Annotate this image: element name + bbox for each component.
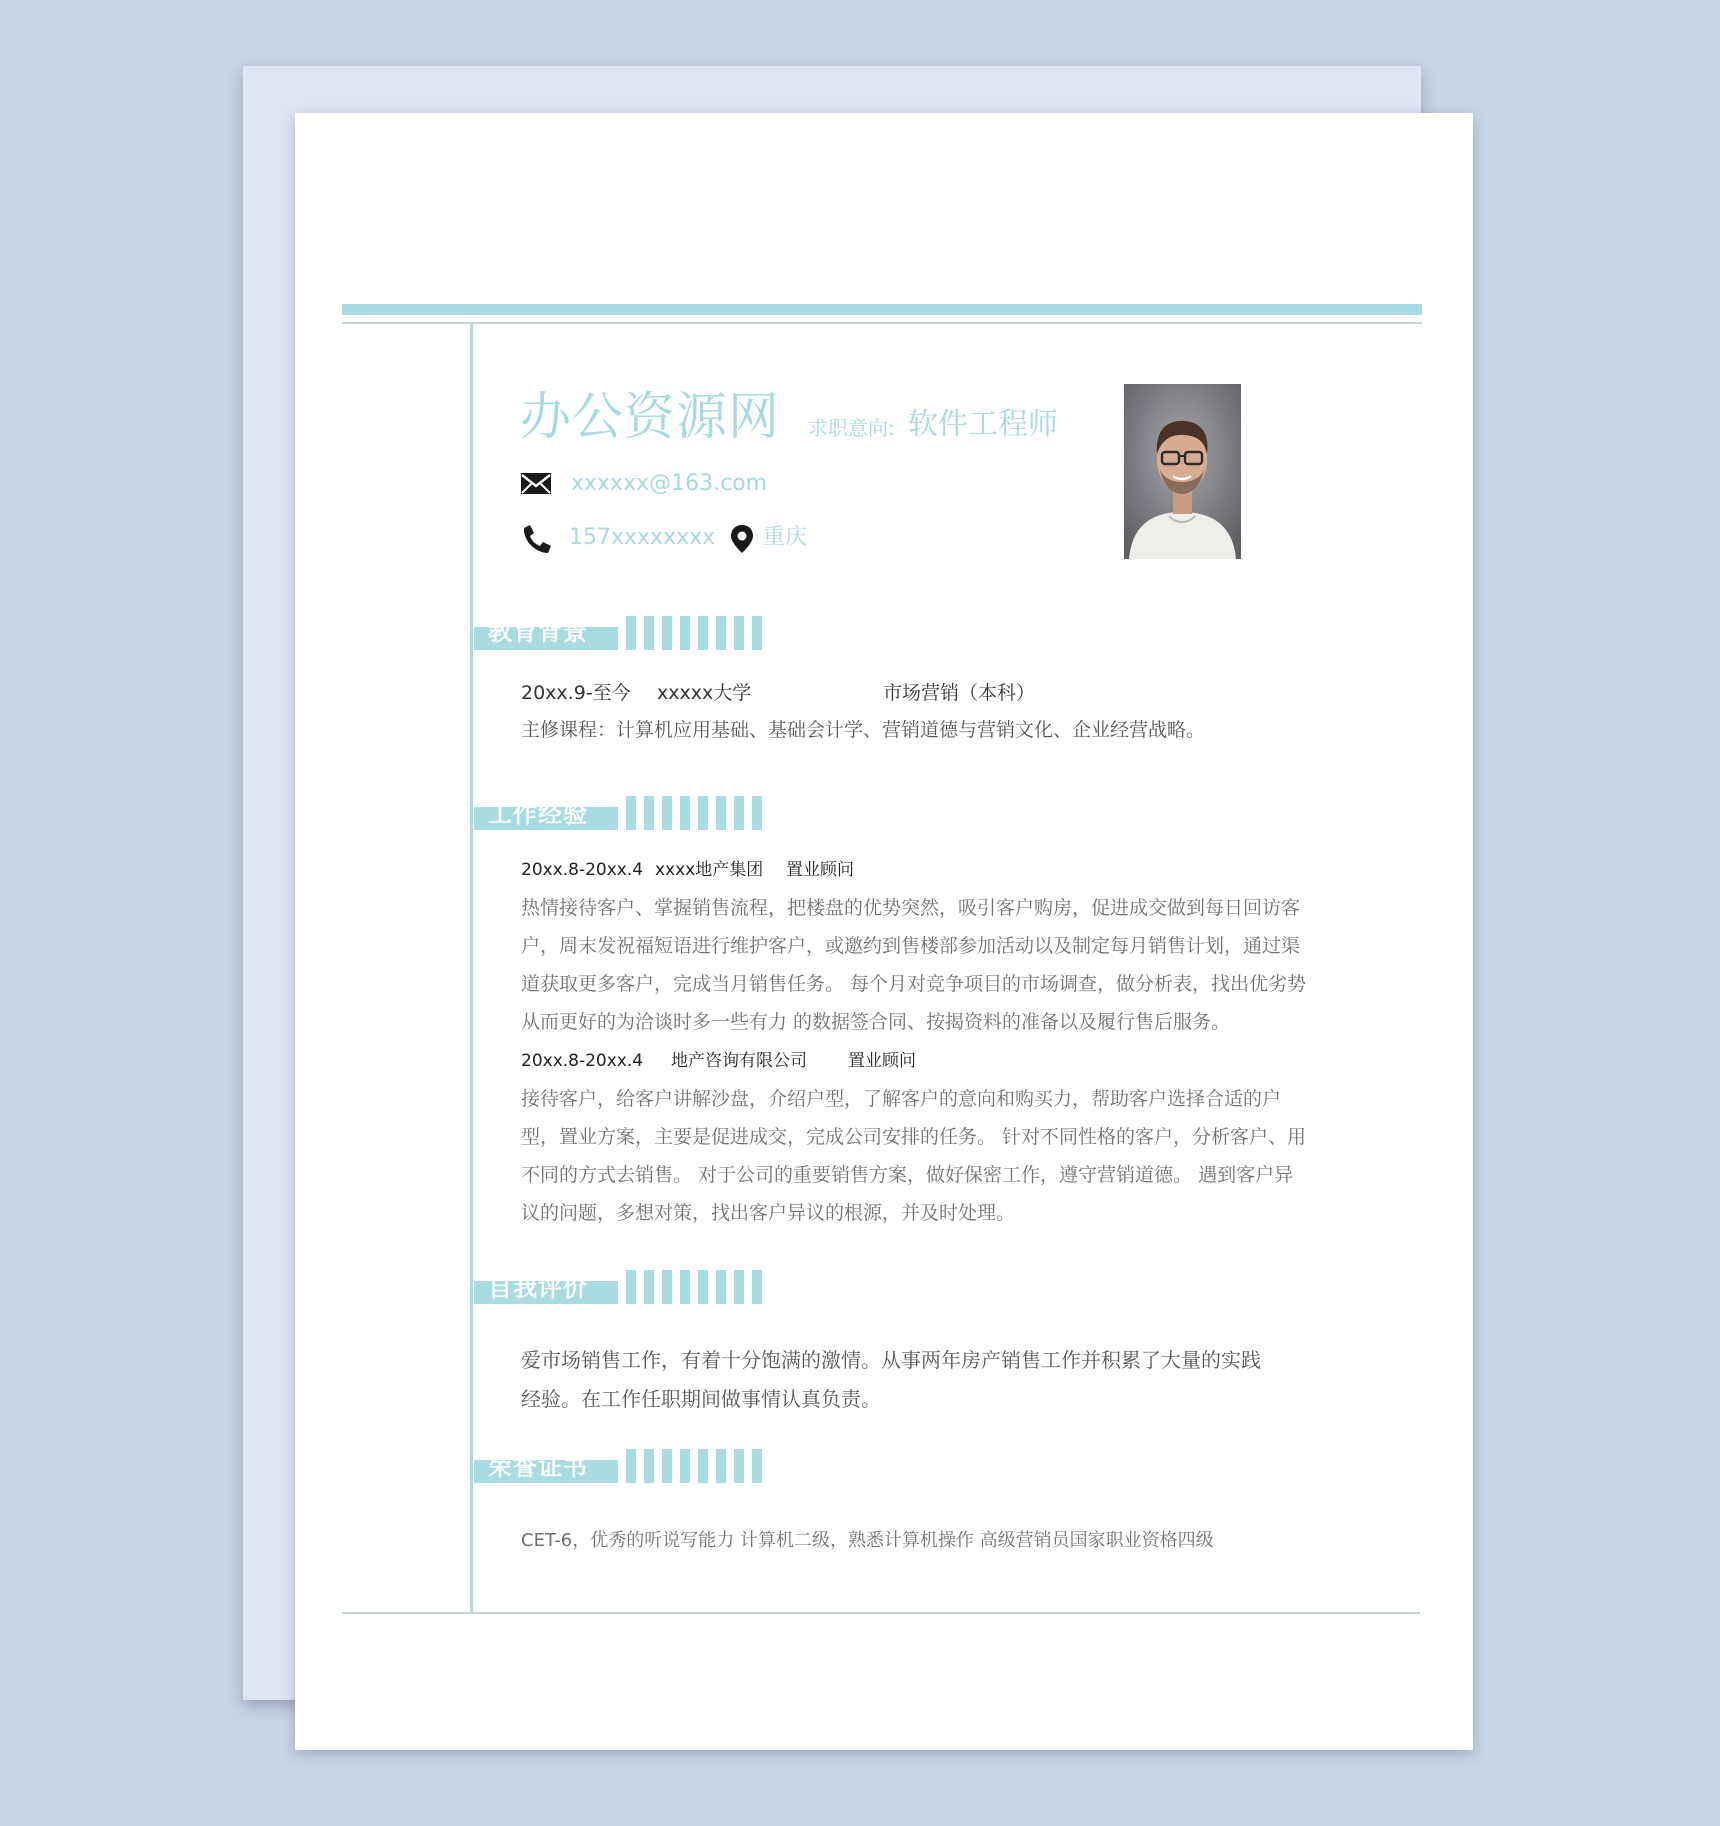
job-period: 20xx.8-20xx.4 — [521, 1051, 644, 1071]
job-company: xxxx地产集团 — [655, 860, 764, 880]
location-pin-icon — [726, 523, 758, 555]
top-accent-bar — [342, 304, 1422, 315]
stripe — [752, 616, 762, 650]
job-role: 置业顾问 — [786, 860, 854, 880]
stripe — [626, 1449, 636, 1483]
stripe — [752, 796, 762, 830]
stripe — [644, 616, 654, 650]
envelope-icon — [520, 467, 552, 499]
section-title: 工作经验 — [488, 800, 588, 828]
section-title: 荣誉证书 — [488, 1453, 588, 1481]
stripe — [626, 1270, 636, 1304]
education-school: xxxxx大学 — [657, 682, 752, 704]
job-description-line: 型，置业方案，主要是促进成交，完成公司安排的任务。 针对不同性格的客户，分析客户、用 — [521, 1126, 1307, 1148]
top-divider — [342, 322, 1422, 324]
stripe — [680, 1449, 690, 1483]
job-period: 20xx.8-20xx.4 — [521, 860, 644, 880]
education-period: 20xx.9-至今 — [521, 682, 631, 704]
stripe — [698, 1449, 708, 1483]
email-text: xxxxxx@163.com — [571, 471, 768, 496]
job-company: 地产咨询有限公司 — [671, 1051, 807, 1071]
stripe — [716, 1449, 726, 1483]
vertical-accent-line — [470, 324, 473, 1614]
stripe — [680, 796, 690, 830]
stripe — [644, 796, 654, 830]
phone-text: 157xxxxxxxx — [569, 525, 716, 550]
stripe — [626, 796, 636, 830]
self-evaluation-line: 爱市场销售工作，有着十分饱满的激情。从事两年房产销售工作并积累了大量的实践 — [521, 1348, 1261, 1372]
section-self-heading — [474, 1270, 768, 1304]
stripe — [680, 1270, 690, 1304]
stripe — [734, 1449, 744, 1483]
section-honors-heading — [474, 1449, 768, 1483]
bottom-divider — [342, 1612, 1420, 1614]
stripe — [680, 616, 690, 650]
education-courses: 主修课程：计算机应用基础、基础会计学、营销道德与营销文化、企业经营战略。 — [521, 719, 1206, 741]
job-description-line: 户，周末发祝福短语进行维护客户，或邀约到售楼部参加活动以及制定每月销售计划，通过渠 — [521, 935, 1301, 957]
stripe — [698, 1270, 708, 1304]
education-major: 市场营销（本科） — [883, 682, 1036, 704]
job-description-line: 从而更好的为洽谈时多一些有力 的数据签合同、按揭资料的准备以及履行售后服务。 — [521, 1011, 1231, 1033]
stripe — [734, 796, 744, 830]
stripe — [716, 616, 726, 650]
job-description-line: 热情接待客户、掌握销售流程，把楼盘的优势突然，吸引客户购房，促进成交做到每日回访客 — [521, 897, 1301, 919]
job-description-line: 议的问题，多想对策，找出客户异议的根源，并及时处理。 — [521, 1202, 1016, 1224]
stripe — [698, 796, 708, 830]
stripe — [734, 1270, 744, 1304]
job-description-line: 不同的方式去销售。 对于公司的重要销售方案，做好保密工作，遵守营销道德。 遇到客户异 — [521, 1164, 1294, 1186]
stripe — [662, 1270, 672, 1304]
stripe — [644, 1449, 654, 1483]
stripe — [752, 1449, 762, 1483]
section-title: 自我评价 — [488, 1274, 588, 1302]
stripe — [716, 1270, 726, 1304]
job-role: 置业顾问 — [848, 1051, 916, 1071]
section-education-heading — [474, 616, 768, 650]
stripe — [662, 616, 672, 650]
stripe — [752, 1270, 762, 1304]
stripe — [734, 616, 744, 650]
section-title: 教育背景 — [488, 618, 588, 646]
stripe — [626, 616, 636, 650]
stripe — [662, 796, 672, 830]
job-intent-label: 求职意向: — [808, 416, 895, 440]
stripe — [662, 1449, 672, 1483]
profile-photo — [1124, 384, 1241, 559]
city-text: 重庆 — [763, 525, 808, 550]
phone-icon — [520, 523, 552, 555]
section-work-heading — [474, 796, 768, 830]
self-evaluation-line: 经验。在工作任职期间做事情认真负责。 — [521, 1387, 881, 1411]
job-description-line: 接待客户，给客户讲解沙盘，介绍户型，了解客户的意向和购买力，帮助客户选择合适的户 — [521, 1088, 1282, 1110]
stripe — [716, 796, 726, 830]
stripe — [698, 616, 708, 650]
candidate-name: 办公资源网 — [520, 388, 781, 447]
job-description-line: 道获取更多客户，完成当月销售任务。 每个月对竞争项目的市场调查，做分析表，找出优劣势 — [521, 973, 1307, 995]
honors-text: CET-6，优秀的听说写能力 计算机二级，熟悉计算机操作 高级营销员国家职业资格四级 — [521, 1530, 1214, 1551]
stripe — [644, 1270, 654, 1304]
job-intent-value: 软件工程师 — [908, 407, 1058, 442]
